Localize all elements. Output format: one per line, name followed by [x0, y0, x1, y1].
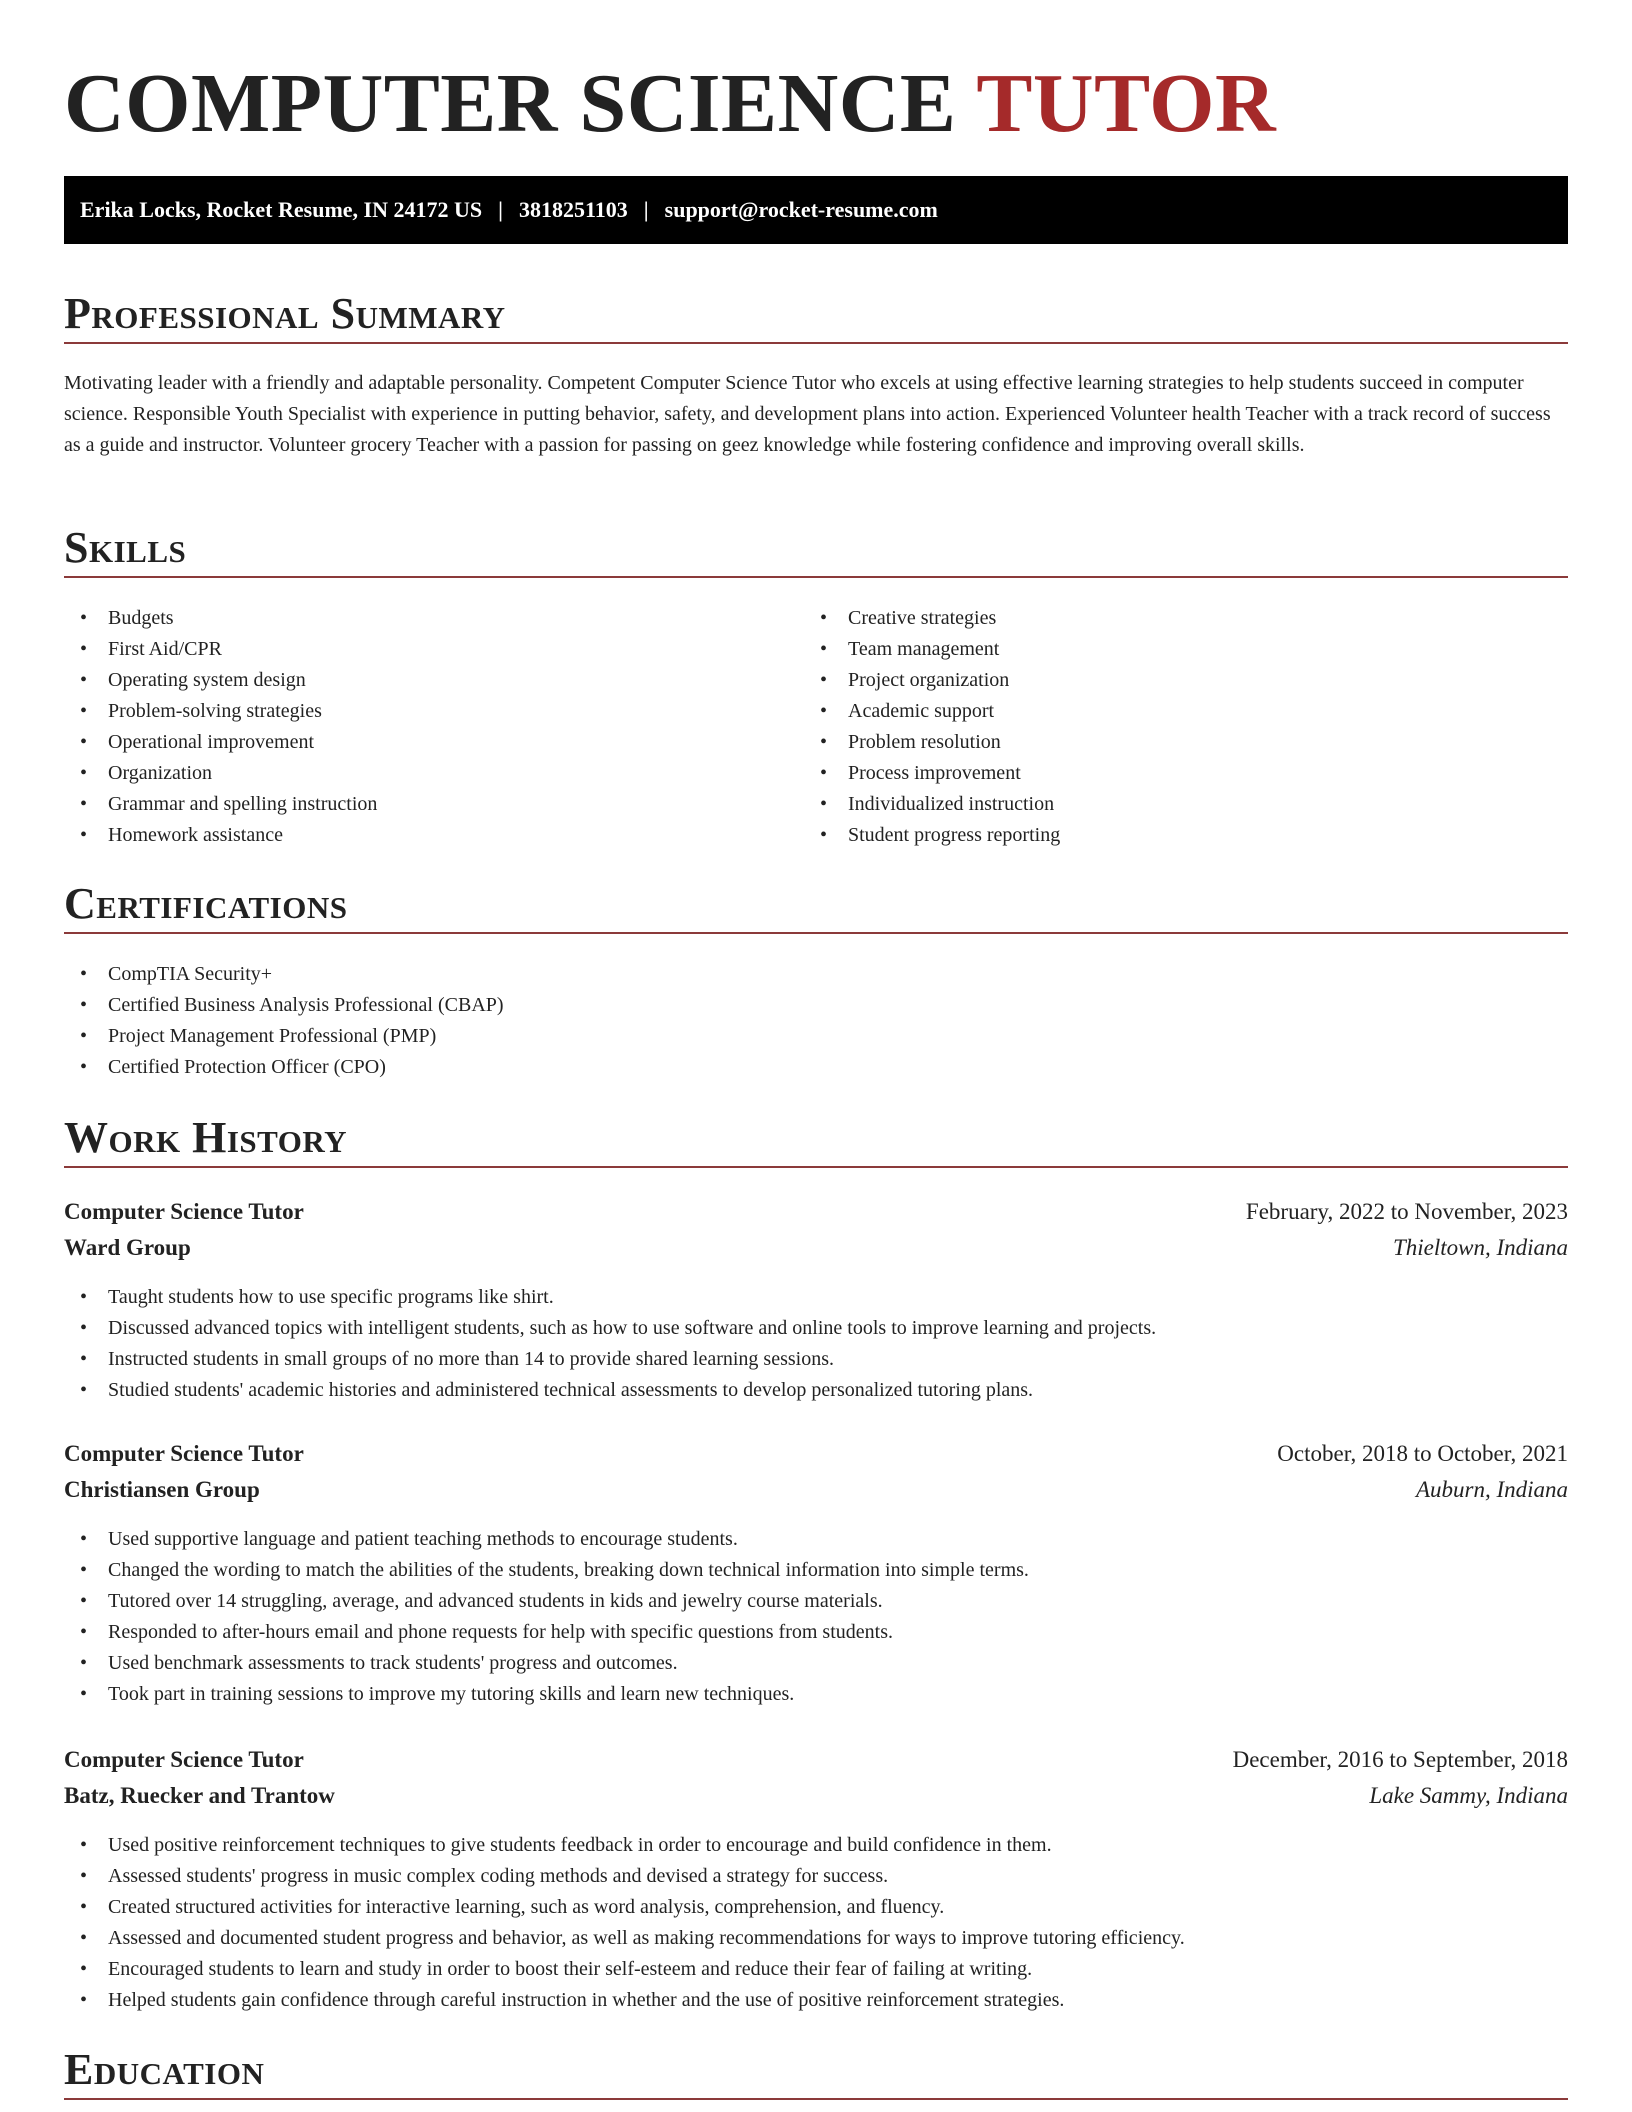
job-bullet: • Took part in training sessions to improve my tutoring skills and learn new techniques.	[64, 1679, 1029, 1710]
skill-item: • First Aid/CPR	[64, 634, 377, 665]
summary-heading-block	[64, 286, 1568, 344]
resume-title	[64, 56, 1276, 152]
job-bullet: • Assessed and documented student progress and behavior, as well as making recommendations for ways to improve tutoring efficiency.	[64, 1923, 1185, 1954]
skill-item: • Budgets	[64, 603, 377, 634]
skill-item: • Academic support	[804, 696, 1060, 727]
education-heading: Education	[64, 2045, 265, 2094]
contact-phone: 3818251103	[518, 197, 628, 222]
skill-item: • Student progress reporting	[804, 820, 1060, 851]
skill-item: • Operational improvement	[64, 727, 377, 758]
job-bullet: • Encouraged students to learn and study in order to boost their self-esteem and reduce their fear of failing at writing.	[64, 1954, 1185, 1985]
skill-item: • Individualized instruction	[804, 789, 1060, 820]
certification-item: • CompTIA Security+	[64, 959, 504, 990]
skills-list-left	[64, 603, 377, 851]
skills-list-right	[804, 603, 1060, 851]
job-bullet: • Instructed students in small groups of no more than 14 to provide shared learning sessions.	[64, 1344, 1156, 1375]
job-dates: October, 2018 to October, 2021	[1277, 1441, 1568, 1466]
job-bullet: • Studied students' academic histories and administered technical assessments to develop personalized tutoring plans.	[64, 1375, 1156, 1406]
skill-item: • Problem-solving strategies	[64, 696, 377, 727]
title-main: COMPUTER SCIENCE	[64, 57, 957, 150]
title-accent: TUTOR	[976, 57, 1277, 150]
contact-address: Erika Locks, Rocket Resume, IN 24172 US	[80, 197, 483, 222]
job-bullet: • Created structured activities for interactive learning, such as word analysis, comprehension, and fluency.	[64, 1892, 1185, 1923]
certifications-heading: Certifications	[64, 879, 348, 928]
skills-heading-block	[64, 520, 1568, 578]
contact-separator: |	[643, 197, 649, 222]
job-company: Batz, Ruecker and Trantow	[64, 1783, 335, 1808]
skill-item: • Team management	[804, 634, 1060, 665]
certifications-list	[64, 959, 504, 1083]
skill-item: • Creative strategies	[804, 603, 1060, 634]
skill-item: • Project organization	[804, 665, 1060, 696]
job-bullet: • Used benchmark assessments to track students' progress and outcomes.	[64, 1648, 1029, 1679]
job-bullet: • Used supportive language and patient teaching methods to encourage students.	[64, 1524, 1029, 1555]
summary-heading: Professional Summary	[64, 289, 506, 338]
job-bullets	[64, 1282, 1156, 1406]
job-bullet: • Discussed advanced topics with intelligent students, such as how to use software and online tools to improve learning and projects.	[64, 1313, 1156, 1344]
job-dates: December, 2016 to September, 2018	[1232, 1747, 1568, 1772]
job-company: Ward Group	[64, 1235, 191, 1260]
certification-item: • Certified Protection Officer (CPO)	[64, 1052, 504, 1083]
skill-item: • Problem resolution	[804, 727, 1060, 758]
contact-bar	[64, 176, 1568, 244]
skill-item: • Organization	[64, 758, 377, 789]
certification-item: • Certified Business Analysis Professional (CBAP)	[64, 990, 504, 1021]
contact-email: support@rocket-resume.com	[664, 197, 938, 222]
job-title: Computer Science Tutor	[64, 1199, 304, 1224]
contact-separator: |	[498, 197, 503, 222]
job-company: Christiansen Group	[64, 1477, 260, 1502]
certification-item: • Project Management Professional (PMP)	[64, 1021, 504, 1052]
job-bullets	[64, 1830, 1185, 2016]
certifications-heading-block	[64, 876, 1568, 934]
education-heading-block	[64, 2042, 1568, 2100]
job-bullet: • Responded to after-hours email and phone requests for help with specific questions from students.	[64, 1617, 1029, 1648]
job-title: Computer Science Tutor	[64, 1441, 304, 1466]
job-bullets	[64, 1524, 1029, 1710]
job-bullet: • Helped students gain confidence through careful instruction in whether and the use of positive reinforcement strategies.	[64, 1985, 1185, 2016]
job-title: Computer Science Tutor	[64, 1747, 304, 1772]
skill-item: • Homework assistance	[64, 820, 377, 851]
job-location: Thieltown, Indiana	[1392, 1235, 1568, 1260]
job-bullet: • Used positive reinforcement techniques to give students feedback in order to encourage and build confidence in them.	[64, 1830, 1185, 1861]
summary-text: Motivating leader with a friendly and adaptable personality. Competent Computer Science Tutor who excels at using effective learning strategies to help students succeed in computer science. Responsible Youth Specialist with experience in putting behavior, safety, and development plans into action. Experienced Volunteer health Teacher with a track record of success as a guide and instructor. Volunteer grocery Teacher with a passion for passing on geez knowledge while fostering confidence and improving overall skills.	[64, 372, 1551, 456]
job-bullet: • Taught students how to use specific programs like shirt.	[64, 1282, 1156, 1313]
job-bullet: • Changed the wording to match the abilities of the students, breaking down technical information into simple terms.	[64, 1555, 1029, 1586]
skill-item: • Operating system design	[64, 665, 377, 696]
skill-item: • Grammar and spelling instruction	[64, 789, 377, 820]
skill-item: • Process improvement	[804, 758, 1060, 789]
job-location: Auburn, Indiana	[1415, 1477, 1568, 1502]
work-heading-block	[64, 1110, 1568, 1168]
job-bullet: • Assessed students' progress in music complex coding methods and devised a strategy for success.	[64, 1861, 1185, 1892]
skills-heading: Skills	[64, 523, 187, 572]
job-bullet: • Tutored over 14 struggling, average, and advanced students in kids and jewelry course materials.	[64, 1586, 1029, 1617]
job-location: Lake Sammy, Indiana	[1369, 1783, 1568, 1808]
work-heading: Work History	[64, 1113, 348, 1162]
job-dates: February, 2022 to November, 2023	[1245, 1199, 1568, 1224]
